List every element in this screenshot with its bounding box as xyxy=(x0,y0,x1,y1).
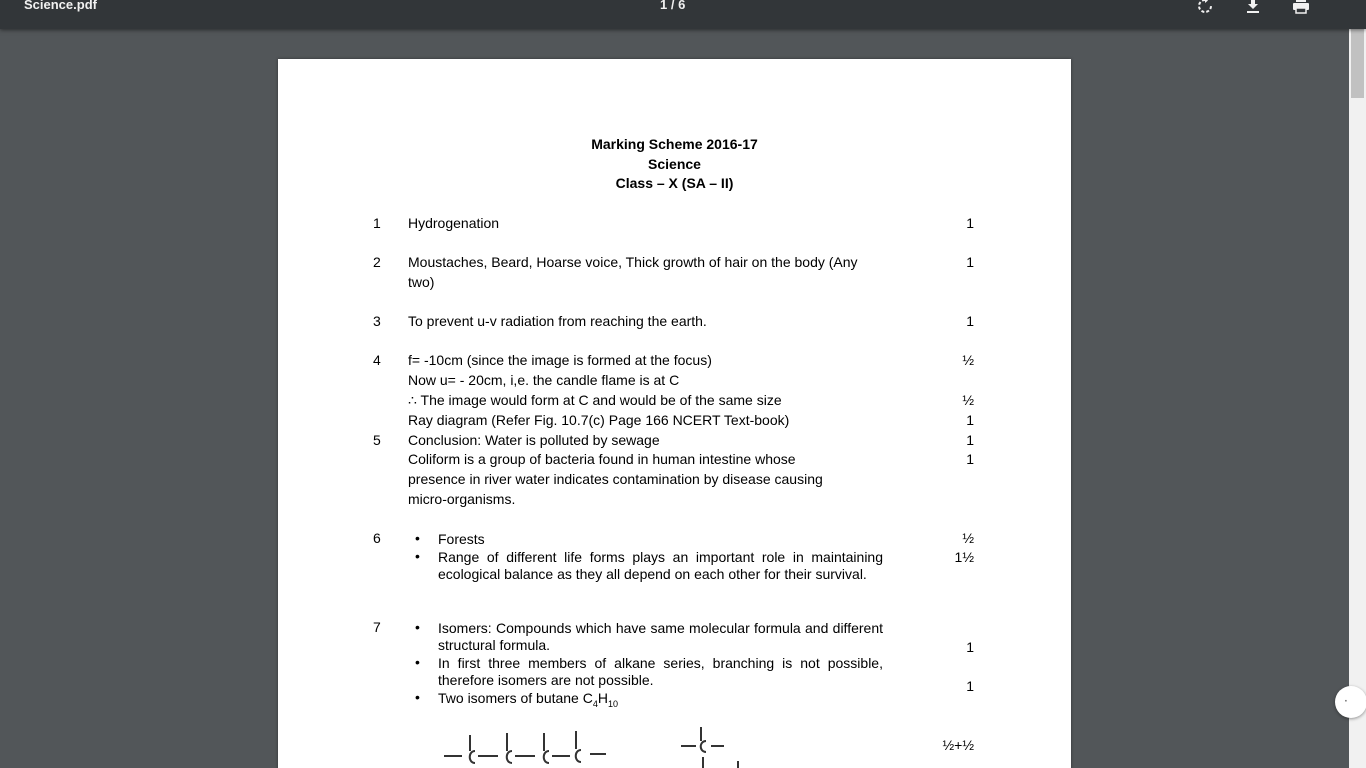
q1-text: Hydrogenation xyxy=(408,215,500,231)
q5-mark2: 1 xyxy=(966,451,974,467)
fab-icon: · xyxy=(1344,694,1348,708)
q4-mark1: ½ xyxy=(962,352,974,368)
print-icon[interactable] xyxy=(1288,0,1314,18)
q7-bullet2-text: In first three members of alkane series, branching is not possible, therefore isomers are not possible. xyxy=(438,655,883,688)
q7-mark3: ½+½ xyxy=(942,737,974,753)
q2-text-line1: Moustaches, Beard, Hoarse voice, Thick growth of hair on the body (Any xyxy=(408,254,858,270)
vertical-scrollbar[interactable] xyxy=(1349,0,1366,768)
q7-bullet1-marker: • xyxy=(415,619,420,635)
q5-line1: Conclusion: Water is polluted by sewage xyxy=(408,432,660,448)
q3-number: 3 xyxy=(373,313,381,329)
q4-mark3: ½ xyxy=(962,392,974,408)
q5-number: 5 xyxy=(373,432,381,448)
q6-number: 6 xyxy=(373,530,381,546)
q5-line3: presence in river water indicates contamination by disease causing xyxy=(408,471,823,487)
q6-bullet2-text: Range of different life forms plays an important role in maintaining ecological balance as they all depend on each other for their survival. xyxy=(438,549,883,582)
doc-class: Class – X (SA – II) xyxy=(615,175,734,191)
q3-text: To prevent u-v radiation from reaching the earth. xyxy=(408,313,707,329)
doc-subject: Science xyxy=(648,156,701,172)
q6-mark2: 1½ xyxy=(954,549,974,565)
q6-bullet1-text: Forests xyxy=(438,531,485,547)
q5-mark1: 1 xyxy=(966,432,974,448)
butane-structure-drawing xyxy=(438,721,618,768)
q7-bullet2-marker: • xyxy=(415,654,420,670)
q1-number: 1 xyxy=(373,215,381,231)
q7-bullet3-marker: • xyxy=(415,689,420,705)
q4-line3: ∴ The image would form at C and would be of the same size xyxy=(408,392,782,408)
q2-text-line2: two) xyxy=(408,274,435,290)
q2-mark: 1 xyxy=(966,254,974,270)
q4-line2: Now u= - 20cm, i,e. the candle flame is at C xyxy=(408,372,680,388)
file-title: Science.pdf xyxy=(24,0,97,12)
q7-number: 7 xyxy=(373,619,381,635)
q5-line2: Coliform is a group of bacteria found in human intestine whose xyxy=(408,451,796,467)
pdf-toolbar xyxy=(0,0,1366,29)
q7-mark2: 1 xyxy=(966,678,974,694)
rotate-icon[interactable] xyxy=(1192,0,1218,18)
q4-number: 4 xyxy=(373,352,381,368)
isobutane-structure-drawing xyxy=(678,721,778,768)
q7-bullet1-text: Isomers: Compounds which have same molecular formula and different structural formula. xyxy=(438,620,883,653)
download-icon[interactable] xyxy=(1240,0,1266,18)
q7-mark1: 1 xyxy=(966,639,974,655)
doc-title: Marking Scheme 2016-17 xyxy=(591,136,758,152)
q6-bullet1-marker: • xyxy=(415,530,420,546)
q6-bullet2-marker: • xyxy=(415,548,420,564)
q2-number: 2 xyxy=(373,254,381,270)
q3-mark: 1 xyxy=(966,313,974,329)
q4-mark4: 1 xyxy=(966,412,974,428)
q5-line4: micro-organisms. xyxy=(408,491,516,507)
q1-mark: 1 xyxy=(966,215,974,231)
zoom-fab-button[interactable] xyxy=(1335,686,1366,718)
q7-bullet3-text: Two isomers of butane $C_4H_{10}$ xyxy=(438,690,619,709)
page-indicator[interactable]: 1 / 6 xyxy=(660,0,686,12)
pdf-viewer[interactable] xyxy=(0,29,1349,768)
pdf-page xyxy=(278,59,1071,768)
q4-line1: f= -10cm (since the image is formed at the focus) xyxy=(408,352,712,368)
q4-line4: Ray diagram (Refer Fig. 10.7(c) Page 166 NCERT Text-book) xyxy=(408,412,790,428)
q6-mark1: ½ xyxy=(962,530,974,546)
